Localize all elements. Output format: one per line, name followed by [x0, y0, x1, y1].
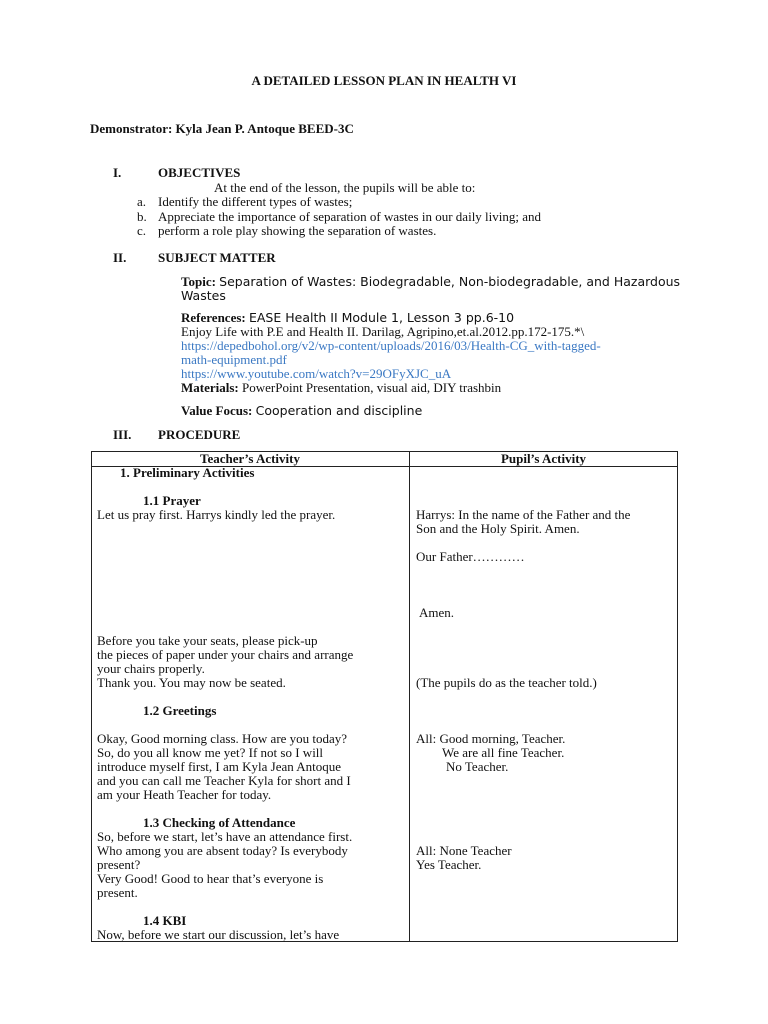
- teacher-seat-text: your chairs properly.: [97, 661, 205, 676]
- objectives-intro: At the end of the lesson, the pupils will be able to:: [214, 180, 476, 195]
- objectives-heading: OBJECTIVES: [158, 165, 241, 180]
- pupil-greetings: We are all fine Teacher.: [442, 745, 565, 760]
- teacher-greetings: introduce myself first, I am Kyla Jean Antoque: [97, 759, 342, 774]
- teacher-seat-text: Before you take your seats, please pick-up: [97, 633, 318, 648]
- pupil-greetings: All: Good morning, Teacher.: [416, 731, 566, 746]
- teacher-seat-text: the pieces of paper under your chairs and arrange: [97, 647, 354, 662]
- reference-link-1-cont[interactable]: math-equipment.pdf: [181, 352, 287, 367]
- pupil-attendance: Yes Teacher.: [416, 857, 482, 872]
- materials-line: [181, 381, 501, 395]
- subject-heading: SUBJECT MATTER: [158, 250, 276, 265]
- reference-link-2[interactable]: https://www.youtube.com/watch?v=29OFyXJC_uA: [181, 366, 452, 381]
- topic-text: Separation of Wastes: Biodegradable, Non-biodegradable, and Hazardous: [219, 274, 681, 289]
- objective-item: Identify the different types of wastes;: [158, 194, 353, 209]
- materials-text: PowerPoint Presentation, visual aid, DIY trashbin: [242, 380, 502, 395]
- demonstrator-line: Demonstrator: Kyla Jean P. Antoque BEED-3C: [90, 121, 354, 136]
- objective-item: perform a role play showing the separation of wastes.: [158, 223, 437, 238]
- teacher-kbi: Now, before we start our discussion, let’s have: [97, 927, 340, 942]
- teacher-attendance: present?: [97, 857, 141, 872]
- preliminary-activities-heading: 1. Preliminary Activities: [120, 465, 255, 480]
- pupil-greetings: No Teacher.: [446, 759, 509, 774]
- teacher-attendance: So, before we start, let’s have an attendance first.: [97, 829, 353, 844]
- pupil-amen: Amen.: [419, 605, 455, 620]
- objective-letter: c.: [137, 223, 147, 238]
- reference-link-1[interactable]: https://depedbohol.org/v2/wp-content/uploads/2016/03/Health-CG_with-tagged-: [181, 338, 601, 353]
- teacher-greetings: Okay, Good morning class. How are you today?: [97, 731, 348, 746]
- prayer-heading: 1.1 Prayer: [143, 493, 201, 508]
- teacher-attendance: Who among you are absent today? Is everybody: [97, 843, 348, 858]
- pupil-attendance: All: None Teacher: [416, 843, 512, 858]
- topic-label: Topic:: [181, 274, 216, 289]
- objective-letter: a.: [137, 194, 147, 209]
- procedure-numeral: III.: [113, 427, 132, 442]
- teacher-attendance: Very Good! Good to hear that’s everyone is: [97, 871, 324, 886]
- teacher-prayer: Let us pray first. Harrys kindly led the prayer.: [97, 507, 336, 522]
- teacher-seat-text: Thank you. You may now be seated.: [97, 675, 286, 690]
- pupil-prayer: Harrys: In the name of the Father and the: [416, 507, 631, 522]
- pupil-prayer: Son and the Holy Spirit. Amen.: [416, 521, 580, 536]
- teacher-greetings: So, do you all know me yet? If not so I will: [97, 745, 324, 760]
- teacher-greetings: and you can call me Teacher Kyla for short and I: [97, 773, 351, 788]
- table-column-divider: [409, 452, 410, 941]
- teacher-attendance: present.: [97, 885, 138, 900]
- objective-letter: b.: [137, 209, 147, 224]
- attendance-heading: 1.3 Checking of Attendance: [143, 815, 296, 830]
- procedure-table: [91, 451, 678, 942]
- topic-text-cont: Wastes: [181, 288, 226, 303]
- procedure-heading: PROCEDURE: [158, 427, 241, 442]
- pupil-seat-response: (The pupils do as the teacher told.): [416, 675, 597, 690]
- references-text: EASE Health II Module 1, Lesson 3 pp.6-10: [248, 310, 515, 325]
- kbi-heading: 1.4 KBI: [143, 913, 187, 928]
- greetings-heading: 1.2 Greetings: [143, 703, 217, 718]
- references-label: References:: [181, 310, 246, 325]
- page-title: A DETAILED LESSON PLAN IN HEALTH VI: [251, 73, 517, 88]
- value-focus-text: Cooperation and discipline: [255, 403, 423, 418]
- objectives-numeral: I.: [113, 165, 122, 180]
- teacher-greetings: am your Heath Teacher for today.: [97, 787, 272, 802]
- column-header-pupil: Pupil’s Activity: [500, 451, 587, 466]
- materials-label: Materials:: [181, 380, 239, 395]
- value-focus-label: Value Focus:: [181, 403, 253, 418]
- references-line: [181, 311, 514, 325]
- subject-numeral: II.: [113, 250, 127, 265]
- column-header-teacher: Teacher’s Activity: [199, 451, 300, 466]
- objective-item: Appreciate the importance of separation of wastes in our daily living; and: [158, 209, 542, 224]
- value-focus-line: [181, 404, 422, 418]
- pupil-our-father: Our Father…………: [416, 549, 525, 564]
- topic-line: [181, 275, 680, 289]
- references-book: Enjoy Life with P.E and Health II. Darilag, Agripino,et.al.2012.pp.172-175.*\: [181, 324, 585, 339]
